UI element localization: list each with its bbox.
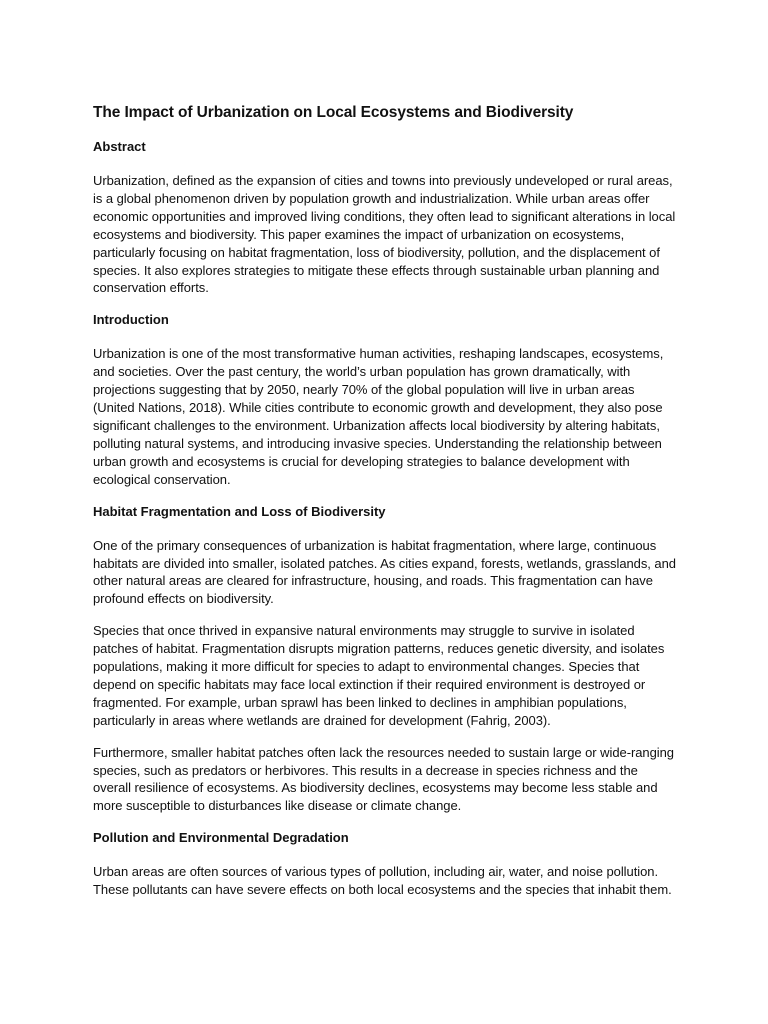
abstract-paragraph: Urbanization, defined as the expansion of cities and towns into previously undeveloped or rural areas, is a global phenomenon driven by population growth and industrialization. While urban areas offer economic opportunities and improved living conditions, they often lead to significant alterations in local ecosystems and biodiversity. This paper examines the impact of urbanization on ecosystems, particularly focusing on habitat fragmentation, loss of biodiversity, pollution, and the displacement of species. It also explores strategies to mitigate these effects through sustainable urban planning and conservation efforts.	[93, 173, 676, 296]
introduction-paragraph: Urbanization is one of the most transformative human activities, reshaping landscapes, ecosystems, and societies. Over the past century, the world’s urban population has grown dramatically, with projections suggesting that by 2050, nearly 70% of the global population will live in urban areas (United Nations, 2018). While cities contribute to economic growth and development, they also pose significant challenges to the environment. Urbanization affects local biodiversity by altering habitats, polluting natural systems, and introducing invasive species. Understanding the relationship between urban growth and ecosystems is crucial for developing strategies to balance development with ecological conservation.	[93, 346, 664, 487]
section-heading-habitat-fragmentation: Habitat Fragmentation and Loss of Biodiversity	[93, 503, 386, 519]
pollution-paragraph: Urban areas are often sources of various types of pollution, including air, water, and noise pollution. These pollutants can have severe effects on both local ecosystems and the species that inhabit them.	[93, 864, 672, 898]
section-pollution	[93, 829, 678, 899]
habitat-paragraph-3: Furthermore, smaller habitat patches often lack the resources needed to sustain large or wide-ranging species, such as predators or herbivores. This results in a decrease in species richness and the overall resilience of ecosystems. As biodiversity declines, ecosystems may become less stable and more susceptible to disturbances like disease or climate change.	[93, 744, 674, 814]
document-title: The Impact of Urbanization on Local Ecosystems and Biodiversity	[93, 104, 574, 121]
section-introduction	[93, 311, 678, 488]
section-heading-introduction: Introduction	[93, 312, 169, 328]
section-heading-abstract: Abstract	[93, 139, 146, 154]
section-heading-pollution: Pollution and Environmental Degradation	[93, 830, 349, 846]
habitat-paragraph-2: Species that once thrived in expansive natural environments may struggle to survive in isolated patches of habitat. Fragmentation disrupts migration patterns, reduces genetic diversity, and isolates populations, making it more difficult for species to adapt to environmental changes. Species that depend on specific habitats may face local extinction if their required environment is destroyed or fragmented. For example, urban sprawl has been linked to declines in amphibian populations, particularly in areas where wetlands are drained for development (Fahrig, 2003).	[93, 623, 665, 728]
section-abstract	[93, 138, 678, 297]
habitat-paragraph-1: One of the primary consequences of urbanization is habitat fragmentation, where large, continuous habitats are divided into smaller, isolated patches. As cities expand, forests, wetlands, grasslands, and other natural areas are cleared for infrastructure, housing, and roads. This fragmentation can have profound effects on biodiversity.	[93, 537, 676, 607]
section-habitat-fragmentation	[93, 503, 678, 816]
document-page	[93, 103, 678, 913]
